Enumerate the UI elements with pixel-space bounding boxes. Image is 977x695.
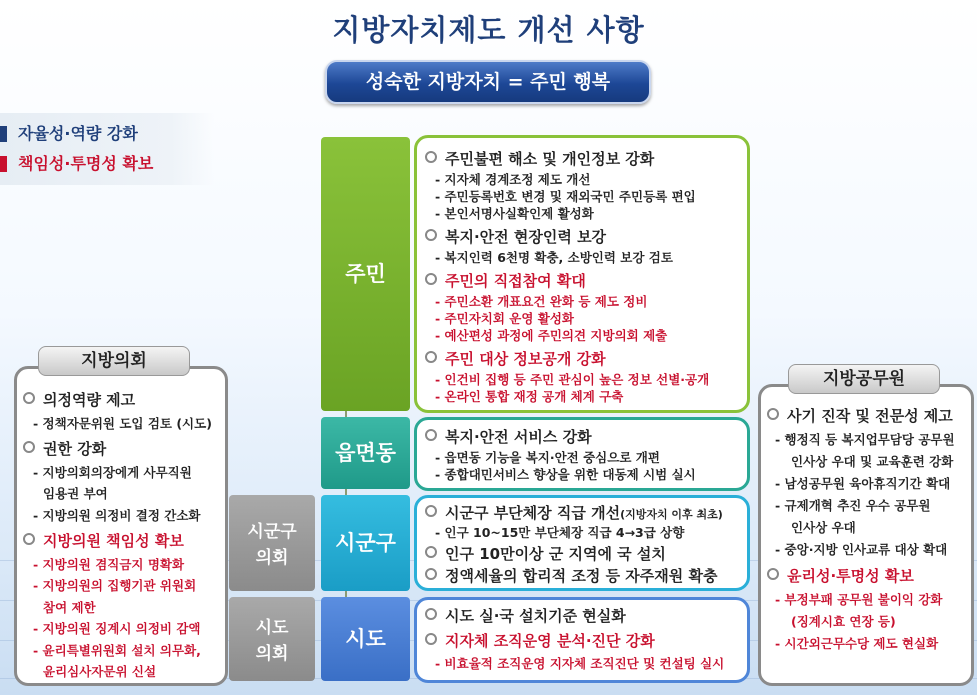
motto-banner: 성숙한 지방자치 = 주민 행복 [325, 60, 651, 104]
sido-heading: 지자체 조직운영 분석·진단 강화 [425, 630, 655, 651]
panel-item: 인사상 우대 [791, 520, 856, 535]
local-official-title: 지방공무원 [788, 364, 940, 394]
council-label-line: 시도 [255, 618, 289, 638]
resident-item: - 온라인 통합 재정 공개 체계 구축 [435, 389, 624, 404]
resident-item: - 본인서명사실확인제 활성화 [435, 206, 594, 221]
sigungu-council [229, 495, 315, 591]
local-official-panel [758, 384, 974, 686]
legend-marker [0, 126, 7, 142]
bullet-icon [425, 429, 437, 441]
resident-group-heading: 복지·안전 현장인력 보강 [425, 226, 606, 247]
sido-heading: 시도 실·국 설치기준 현실화 [425, 605, 626, 626]
council-label-line: 시군구 [247, 522, 297, 542]
council-label-line: 의회 [255, 644, 289, 664]
legend [0, 113, 214, 185]
panel-item: 윤리심사자문위 신설 [43, 664, 157, 679]
panel-item: - 지방의원의 집행기관 위원회 [33, 578, 197, 593]
resident-box [414, 135, 750, 413]
legend-label: 자율성·역량 강화 [18, 124, 138, 143]
resident-group-heading: 주민 대상 정보공개 강화 [425, 348, 606, 369]
eup-heading: 복지·안전 서비스 강화 [425, 426, 592, 447]
resident-item: - 지자체 경계조정 제도 개선 [435, 172, 591, 187]
sigungu-heading-note: (지방자치 이후 최초) [620, 508, 723, 521]
panel-item: - 부정부패 공무원 불이익 강화 [775, 592, 943, 607]
sigungu-heading: 정액세율의 합리적 조정 등 자주재원 확충 [425, 565, 717, 586]
sigungu-box [414, 495, 750, 591]
page-title: 지방자치제도 개선 사항 [332, 13, 645, 47]
level-sido-label: 시도 [345, 627, 386, 651]
panel-item: - 남성공무원 육아휴직기간 확대 [775, 476, 951, 491]
council-label-line: 의회 [255, 548, 289, 568]
resident-item: - 복지인력 6천명 확충, 소방인력 보강 검토 [435, 250, 673, 265]
sido-council [229, 597, 315, 681]
bullet-icon [425, 633, 437, 645]
panel-item: - 규제개혁 추진 우수 공무원 [775, 498, 931, 513]
bullet-icon [425, 505, 437, 517]
sido-box [414, 597, 750, 683]
panel-item: - 지방의원 징계시 의정비 감액 [33, 621, 201, 636]
eup-item: - 종합대민서비스 향상을 위한 대동제 시범 실시 [435, 467, 696, 482]
eupmyeondong-box [414, 417, 750, 491]
panel-item: - 행정직 등 복지업무담당 공무원 [775, 432, 955, 447]
resident-item: - 주민소환 개표요건 완화 등 제도 정비 [435, 294, 648, 309]
level-resident-label: 주민 [345, 262, 386, 286]
resident-group-heading: 주민불편 해소 및 개인정보 강화 [425, 148, 654, 169]
panel-item: 인사상 우대 및 교육훈련 강화 [791, 454, 954, 469]
panel-heading: 의정역량 제고 [23, 389, 135, 410]
sido-item: - 비효율적 조직운영 지자체 조직진단 및 컨설팅 실시 [435, 656, 725, 671]
bullet-icon [23, 533, 35, 545]
resident-item: - 주민등록번호 변경 및 재외국민 주민등록 편입 [435, 189, 696, 204]
level-sigungu [321, 495, 410, 591]
eup-item: - 읍면동 기능을 복지·안전 중심으로 개편 [435, 450, 660, 465]
level-eupmyeondong-label: 읍면동 [335, 441, 396, 465]
panel-heading: 사기 진작 및 전문성 제고 [767, 405, 953, 426]
bullet-icon [767, 408, 779, 420]
panel-item: (징계시효 연장 등) [791, 614, 896, 629]
bullet-icon [425, 229, 437, 241]
sigungu-heading: 시군구 부단체장 직급 개선(지방자치 이후 최초) [425, 502, 723, 523]
level-resident [321, 137, 410, 411]
sigungu-heading: 인구 10만이상 군 지역에 국 설치 [425, 543, 666, 564]
bullet-icon [767, 568, 779, 580]
bullet-icon [425, 273, 437, 285]
bullet-icon [23, 441, 35, 453]
level-sigungu-label: 시군구 [335, 531, 396, 555]
resident-item: - 인건비 집행 등 주민 관심이 높은 정보 선별·공개 [435, 372, 710, 387]
level-sido [321, 597, 410, 681]
legend-label: 책임성·투명성 확보 [18, 154, 154, 173]
panel-item: - 지방의원 의정비 결정 간소화 [33, 507, 201, 523]
local-council-title: 지방의회 [38, 346, 190, 376]
panel-heading: 지방의원 책임성 확보 [23, 530, 184, 551]
panel-item: 임용권 부여 [43, 486, 108, 501]
bullet-icon [23, 392, 35, 404]
panel-heading: 윤리성·투명성 확보 [767, 565, 914, 586]
bullet-icon [425, 151, 437, 163]
resident-item: - 예산편성 과정에 주민의견 지방의회 제출 [435, 328, 668, 343]
panel-item: - 중앙·지방 인사교류 대상 확대 [775, 542, 948, 557]
panel-item: 참여 제한 [43, 599, 96, 615]
local-council-panel [14, 366, 228, 686]
panel-item: - 윤리특별위원회 설치 의무화, [33, 642, 201, 658]
level-eupmyeondong [321, 417, 410, 489]
panel-item: - 정책자문위원 도입 검토 (시도) [33, 415, 212, 431]
bullet-icon [425, 351, 437, 363]
panel-item: - 지방의회의장에게 사무직원 [33, 464, 192, 480]
resident-item: - 주민자치회 운영 활성화 [435, 311, 574, 326]
panel-item: - 시간외근무수당 제도 현실화 [775, 636, 939, 651]
sigungu-item: - 인구 10~15만 부단체장 직급 4→3급 상향 [435, 525, 685, 540]
bullet-icon [425, 546, 437, 558]
bullet-icon [425, 568, 437, 580]
legend-marker [0, 156, 7, 172]
panel-heading: 권한 강화 [23, 438, 106, 459]
bullet-icon [425, 608, 437, 620]
panel-item: - 지방의원 겸직금지 명확화 [33, 556, 185, 572]
resident-group-heading: 주민의 직접참여 확대 [425, 270, 586, 291]
